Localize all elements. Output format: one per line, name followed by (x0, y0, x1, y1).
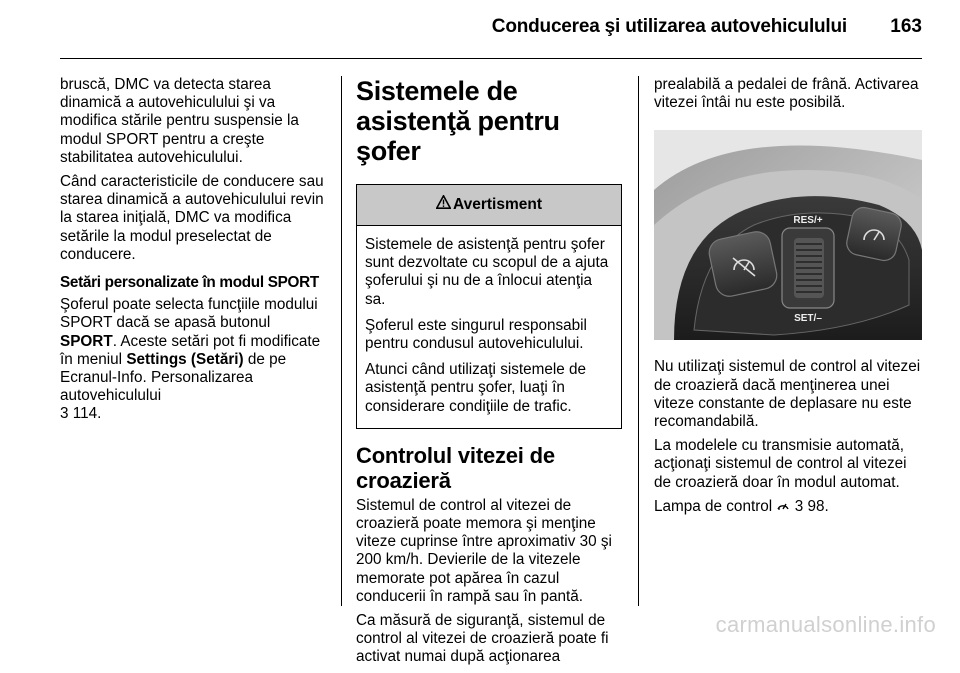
paragraph: prealabilă a pedalei de frână. Activarea vitezei întâi nu este posibilă. (654, 76, 919, 112)
subheading: Setări personalizate în modul SPORT (60, 274, 319, 292)
cruise-control-lamp-icon (776, 498, 790, 515)
watermark: carmanualsonline.info (715, 612, 936, 637)
warning-header (357, 185, 621, 226)
warning-title: Avertisment (452, 195, 542, 213)
section-heading: Controlul vitezei de croazieră (356, 442, 555, 493)
sport-button-label: SPORT (60, 332, 113, 350)
paragraph: La modelele cu transmisie automată, acţionaţi sistemul de control al vitezei de croazieră doar în modul automat. (654, 437, 907, 491)
warning-text: Sistemele de asistenţă pentru şofer sunt dezvoltate cu scopul de a ajuta şoferului şi nu de a înlocui atenţia sa. (365, 236, 609, 308)
paragraph: Când caracteristicile de conducere sau starea dinamică a autovehiculului revin la starea iniţială, DMC va modifica setările la modul preselectat de conducere. (60, 173, 324, 263)
paragraph: Şoferul poate selecta funcţiile modului SPORT dacă se apasă butonul SPORT. Aceste setări pot fi modificate în meniul Settings (Setări) de pe Ecranul-Info. Personalizarea autovehiculului 3 114. (60, 296, 321, 423)
page-header (60, 14, 922, 59)
steering-wheel-controls-image (654, 130, 922, 340)
res-label: RES/+ (793, 215, 823, 227)
page-ref-link[interactable]: 3 114. (60, 405, 102, 423)
settings-menu-label: Settings (Setări) (126, 350, 244, 368)
column-right (654, 76, 922, 522)
page-ref-arrow-icon: 3 (794, 497, 804, 515)
warning-box (356, 184, 622, 429)
page-number: 163 (890, 16, 922, 37)
warning-triangle-icon (436, 195, 451, 214)
column-middle (356, 76, 622, 673)
paragraph: bruscă, DMC va detecta starea dinamică a autovehiculului şi va modifica stările pentru suspensie la modul SPORT pentru a creşte stabilitatea autovehiculului. (60, 76, 299, 166)
paragraph: Ca măsură de siguranţă, sistemul de control al vitezei de croazieră poate fi activat numai după acţionarea (356, 612, 609, 666)
warning-text: Şoferul este singurul responsabil pentru condusul autovehiculului. (365, 316, 587, 353)
page-ref-link[interactable]: 3 98. (794, 497, 829, 515)
column-divider (638, 76, 639, 606)
warning-text: Atunci când utilizaţi sistemele de asistenţă pentru şofer, luaţi în considerare condiţiile de trafic. (365, 361, 587, 415)
set-label: SET/– (794, 313, 822, 325)
column-left (60, 76, 328, 430)
page-ref-arrow-icon: 3 (60, 405, 69, 423)
paragraph: Sistemul de control al vitezei de croazieră poate memora şi menţine viteze cuprinse între aproximativ 30 şi 200 km/h. Devierile de la vitezele memorate pot apărea în cazul conducerii în rampă sau în pantă. (356, 496, 612, 605)
column-divider (341, 76, 342, 606)
chapter-title: Conducerea şi utilizarea autovehiculului (491, 16, 847, 37)
paragraph: Lampa de control 3 98. (654, 497, 829, 515)
paragraph: Nu utilizaţi sistemul de control al vitezei de croazieră dacă menţinerea unei viteze constante de deplasare nu este recomandabilă. (654, 358, 921, 431)
section-heading: Sistemele de asistenţă pentru şofer (356, 76, 560, 166)
